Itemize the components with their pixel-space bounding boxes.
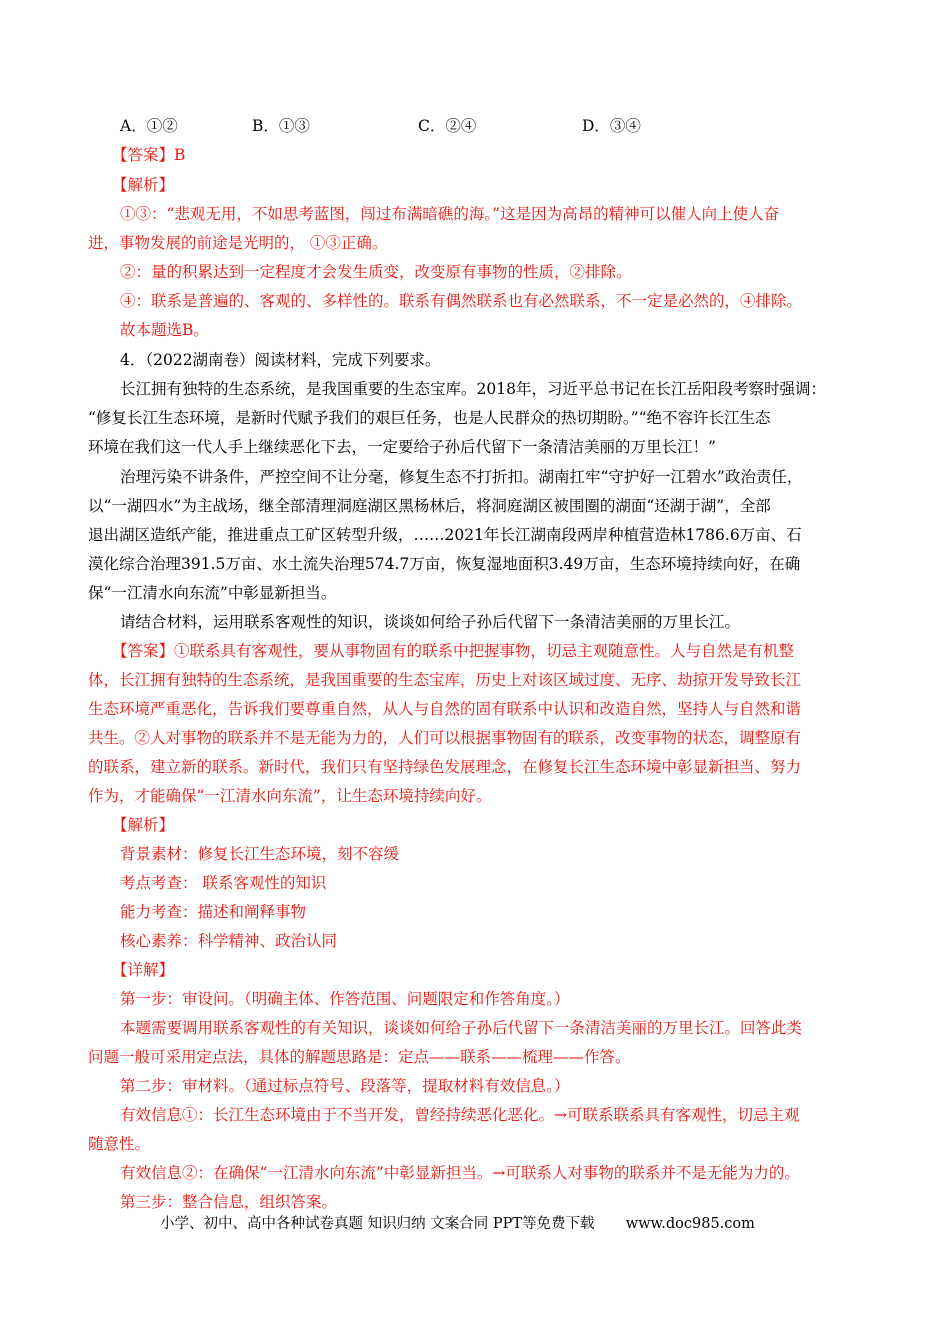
q3-analysis-line: ②：量的积累达到一定程度才会发生质变，改变原有事物的性质，②排除。: [120, 263, 632, 281]
q4-detail-line: 问题一般可采用定点法，具体的解题思路是：定点——联系——梳理——作答。: [88, 1048, 631, 1066]
q4-answer-line: 作为，才能确保“一江清水向东流”，让生态环境持续向好。: [88, 787, 492, 805]
q4-material-line: “修复长江生态环境，是新时代赋予我们的艰巨任务，也是人民群众的热切期盼。”“绝不容许长江生态: [88, 409, 771, 427]
q4-answer-line: 体，长江拥有独特的生态系统，是我国重要的生态宝库，历史上对该区域过度、无序、劫掠开发导致长江: [88, 671, 802, 689]
option-c: C．②④: [418, 117, 477, 135]
option-d: D．③④: [582, 117, 641, 135]
q4-detail-line: 本题需要调用联系客观性的有关知识，谈谈如何给子孙后代留下一条清洁美丽的万里长江。回答此类: [120, 1019, 803, 1037]
q4-answer-line: 共生。②人对事物的联系并不是无能为力的，人们可以根据事物固有的联系，改变事物的状态，调整原有: [88, 729, 802, 747]
q4-detail-line: 第一步：审设问。（明确主体、作答范围、问题限定和作答角度。）: [120, 990, 570, 1008]
q4-material-line: 长江拥有独特的生态系统，是我国重要的生态宝库。2018年，习近平总书记在长江岳阳段考察时强调：: [120, 380, 826, 398]
q4-detail-line: 第三步：整合信息，组织答案。: [120, 1193, 338, 1211]
q4-detail-line: 第二步：审材料。（通过标点符号、段落等，提取材料有效信息。）: [120, 1077, 570, 1095]
q3-analysis-label: 【解析】: [112, 176, 175, 194]
q4-detail-label: 【详解】: [112, 961, 175, 979]
q3-answer: 【答案】B: [112, 146, 186, 164]
page-footer: [160, 1214, 755, 1234]
q3-analysis-line: 进，事物发展的前途是光明的， ①③正确。: [88, 234, 388, 252]
q4-analysis-line: 核心素养：科学精神、政治认同: [120, 932, 338, 950]
q4-detail-line: 随意性。: [88, 1135, 151, 1153]
q4-analysis-line: 能力考查：描述和阐释事物: [120, 903, 307, 921]
q3-analysis-line: ①③：“悲观无用，不如思考蓝图，闯过布满暗礁的海。”这是因为高昂的精神可以催人向上使人奋: [120, 205, 780, 223]
q4-answer-line: 【答案】①联系具有客观性，要从事物固有的联系中把握事物，切忌主观随意性。人与自然是有机整: [112, 642, 795, 660]
footer-site-link[interactable]: www.doc985.com: [625, 1216, 755, 1232]
q4-question: 请结合材料，运用联系客观性的知识，谈谈如何给子孙后代留下一条清洁美丽的万里长江。: [120, 613, 741, 631]
q4-material-line: 治理污染不讲条件，严控空间不让分毫，修复生态不打折扣。湖南扛牢“守护好一江碧水”政治责任，: [120, 468, 803, 486]
q4-analysis-label: 【解析】: [112, 816, 175, 834]
q4-material-line: 以“一湖四水”为主战场，继全部清理洞庭湖区黑杨林后，将洞庭湖区被围圈的湖面“还湖于湖”，全部: [88, 497, 771, 515]
option-a: A．①②: [120, 117, 178, 135]
q4-stem: 4．（2022湖南卷）阅读材料，完成下列要求。: [120, 351, 441, 369]
q4-detail-line: 有效信息②：在确保“一江清水向东流”中彰显新担当。→可联系人对事物的联系并不是无能为力的。: [120, 1164, 800, 1182]
q3-conclusion: 故本题选B。: [120, 321, 209, 339]
q4-answer-line: 的联系，建立新的联系。新时代，我们只有坚持绿色发展理念，在修复长江生态环境中彰显新担当、努力: [88, 758, 802, 776]
option-b: B．①③: [252, 117, 310, 135]
q4-material-line: 保“一江清水向东流”中彰显新担当。: [88, 584, 337, 602]
q4-analysis-line: 考点考查： 联系客观性的知识: [120, 874, 327, 892]
q4-analysis-line: 背景素材：修复长江生态环境，刻不容缓: [120, 845, 400, 863]
q4-material-line: 漠化综合治理391.5万亩、水土流失治理574.7万亩，恢复湿地面积3.49万亩，生态环境持续向好，在确: [88, 555, 801, 573]
q3-analysis-line: ④：联系是普遍的、客观的、多样性的。联系有偶然联系也有必然联系，不一定是必然的，④排除。: [120, 292, 803, 310]
q4-detail-line: 有效信息①：长江生态环境由于不当开发，曾经持续恶化恶化。→可联系联系具有客观性，切忌主观: [120, 1106, 800, 1124]
q4-material-line: 环境在我们这一代人手上继续恶化下去，一定要给子孙后代留下一条清洁美丽的万里长江！”: [88, 438, 716, 456]
footer-text: 小学、初中、高中各种试卷真题 知识归纳 文案合同 PPT等免费下载: [160, 1216, 595, 1232]
q4-answer-line: 生态环境严重恶化，告诉我们要尊重自然，从人与自然的固有联系中认识和改造自然，坚持人与自然和谐: [88, 700, 802, 718]
q4-material-line: 退出湖区造纸产能，推进重点工矿区转型升级，……2021年长江湖南段两岸种植营造林1786.6万亩、石: [88, 526, 802, 544]
